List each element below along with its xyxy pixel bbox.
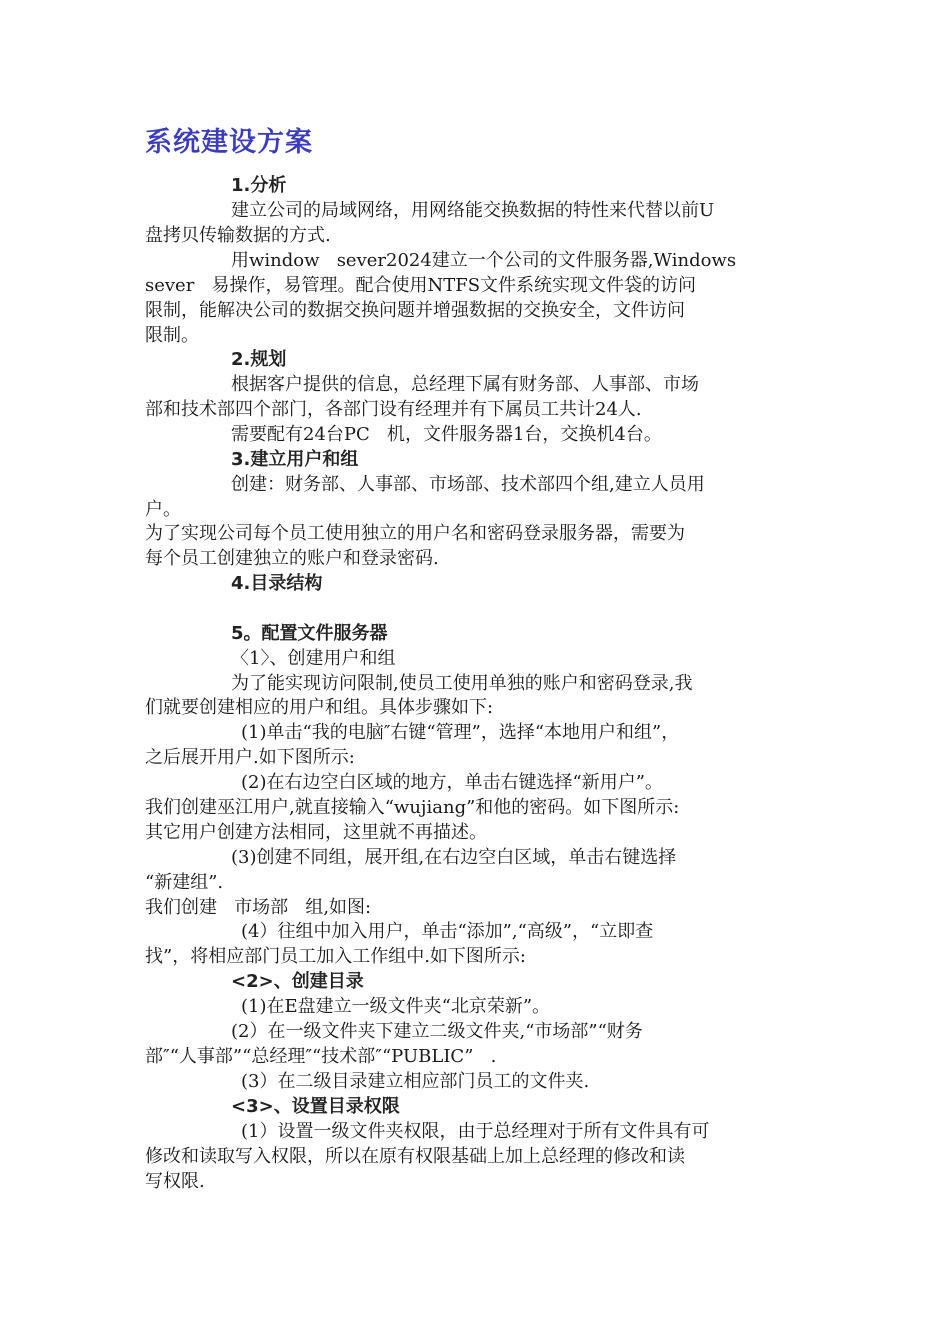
paragraph-line: (1)单击“我的电脑″右键“管理”，选择“本地用户和组”， xyxy=(241,722,680,743)
heading-users-groups: 3.建立用户和组 xyxy=(231,449,359,470)
paragraph-line: (1)在E盘建立一级文件夹“北京荣新”。 xyxy=(241,996,551,1017)
heading-planning: 2.规划 xyxy=(231,349,287,370)
paragraph-line: 限制。 xyxy=(145,325,199,346)
paragraph-line: 之后展开用户.如下图所示: xyxy=(145,747,355,768)
paragraph-line: (1）设置一级文件夹权限，由于总经理对于所有文件具有可 xyxy=(241,1121,710,1142)
paragraph-line: 修改和读取写入权限，所以在原有权限基础上加上总经理的修改和读 xyxy=(145,1146,685,1167)
paragraph-line: 建立公司的局域网络，用网络能交换数据的特性来代替以前U xyxy=(231,200,715,221)
paragraph-line: (2)在右边空白区域的地方，单击右键选择“新用户”。 xyxy=(241,772,663,793)
paragraph-line: 户。 xyxy=(145,499,181,520)
paragraph-line: “新建组”. xyxy=(145,872,224,893)
page-title: 系统建设方案 xyxy=(145,127,313,158)
paragraph-line: 我们创建 市场部 组,如图: xyxy=(145,897,372,918)
paragraph-line: 用window sever2024建立一个公司的文件服务器,Windows xyxy=(231,250,737,271)
heading-permissions: <3>、设置目录权限 xyxy=(231,1096,400,1117)
paragraph-line: 找”，将相应部门员工加入工作组中.如下图所示: xyxy=(145,946,526,967)
paragraph-line: 部″“人事部”“总经理″“技术部″“PUBLIC” . xyxy=(145,1046,497,1067)
paragraph-line: 需要配有24台PC 机，文件服务器1台，交换机4台。 xyxy=(231,424,662,445)
paragraph-line: 为了能实现访问限制,使员工使用单独的账户和密码登录,我 xyxy=(231,673,693,694)
paragraph-line: 其它用户创建方法相同，这里就不再描述。 xyxy=(145,822,487,843)
paragraph-line: 部和技术部四个部门，各部门设有经理并有下属员工共计24人. xyxy=(145,399,642,420)
heading-analysis: 1.分析 xyxy=(231,175,287,196)
heading-directory: 4.目录结构 xyxy=(231,573,323,594)
paragraph-line: 们就要创建相应的用户和组。具体步骤如下: xyxy=(145,697,494,718)
paragraph-line: 每个员工创建独立的账户和登录密码. xyxy=(145,548,439,569)
paragraph-line: 我们创建巫江用户,就直接输入“wujiang”和他的密码。如下图所示: xyxy=(145,797,680,818)
heading-create-directory: <2>、创建目录 xyxy=(231,971,364,992)
paragraph-line: (3)创建不同组，展开组,在右边空白区域，单击右键选择 xyxy=(231,847,677,868)
paragraph-line: sever 易操作，易管理。配合使用NTFS文件系统实现文件袋的访问 xyxy=(145,275,697,296)
paragraph-line: 〈1〉、创建用户和组 xyxy=(231,648,396,669)
paragraph-line: (4）往组中加入用户，单击“添加”,“高级”，“立即查 xyxy=(241,921,654,942)
heading-file-server: 5。配置文件服务器 xyxy=(231,623,388,644)
paragraph-line: 创建：财务部、人事部、市场部、技术部四个组,建立人员用 xyxy=(231,474,705,495)
paragraph-line: 根据客户提供的信息，总经理下属有财务部、人事部、市场 xyxy=(231,374,699,395)
paragraph-line: (3）在二级目录建立相应部门员工的文件夹. xyxy=(241,1071,590,1092)
paragraph-line: 限制，能解决公司的数据交换问题并增强数据的交换安全，文件访问 xyxy=(145,300,685,321)
paragraph-line: (2）在一级文件夹下建立二级文件夹,“市场部”“财务 xyxy=(231,1021,643,1042)
paragraph-line: 盘拷贝传输数据的方式. xyxy=(145,225,331,246)
paragraph-line: 写权限. xyxy=(145,1171,205,1192)
paragraph-line: 为了实现公司每个员工使用独立的用户名和密码登录服务器，需要为 xyxy=(145,523,685,544)
